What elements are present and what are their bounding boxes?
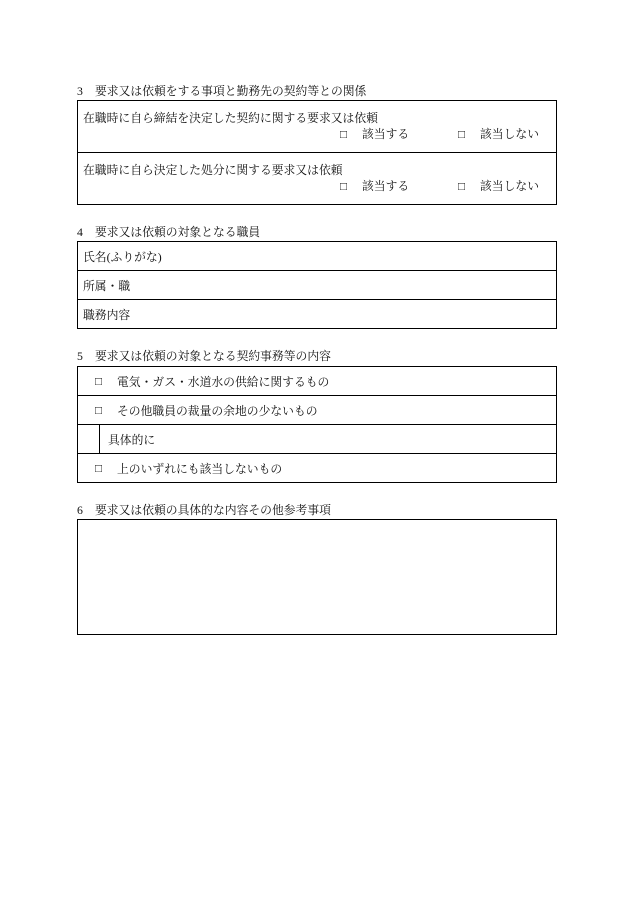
option-checkbox[interactable]: □ — [95, 460, 103, 475]
option-label: 電気・ガス・水道水の供給に関するもの — [117, 374, 330, 389]
section-title: 要求又は依頼の具体的な内容その他参考事項 — [95, 503, 331, 517]
details-textarea[interactable] — [77, 519, 557, 635]
option-none — [78, 454, 556, 482]
option-checkbox[interactable]: □ — [95, 402, 103, 417]
contract-content-table — [77, 366, 557, 483]
applicable-checkbox[interactable]: □ — [340, 179, 348, 193]
applicable-label: 該当する — [362, 179, 410, 193]
section-6-heading — [77, 503, 557, 517]
target-staff-table — [77, 241, 557, 329]
specific-label: 具体的に — [108, 432, 156, 447]
not-applicable-checkbox[interactable]: □ — [458, 179, 466, 193]
specific-details-field[interactable] — [78, 425, 556, 454]
section-3-heading — [77, 84, 557, 98]
option-low-discretion — [78, 396, 556, 425]
not-applicable-checkbox[interactable]: □ — [458, 127, 466, 141]
indent-cell — [78, 425, 100, 453]
section-4-heading — [77, 225, 557, 239]
field-label: 氏名(ふりがな) — [83, 249, 162, 264]
option-label: その他職員の裁量の余地の少ないもの — [117, 403, 318, 418]
option-label: 上のいずれにも該当しないもの — [117, 461, 283, 476]
option-utilities — [78, 367, 556, 396]
name-field[interactable] — [78, 242, 556, 271]
relation-table — [77, 100, 557, 205]
applicable-label: 該当する — [362, 127, 410, 141]
applicable-checkbox[interactable]: □ — [340, 127, 348, 141]
field-label: 職務内容 — [83, 307, 131, 322]
section-number: 5 — [77, 349, 83, 363]
duties-field[interactable] — [78, 300, 556, 328]
section-number: 6 — [77, 503, 83, 517]
question-text: 在職時に自ら決定した処分に関する要求又は依頼 — [83, 163, 343, 177]
option-checkbox[interactable]: □ — [95, 373, 103, 388]
contract-decision-row — [78, 101, 556, 153]
not-applicable-label: 該当しない — [480, 179, 539, 193]
section-title: 要求又は依頼をする事項と勤務先の契約等との関係 — [95, 84, 367, 98]
question-text: 在職時に自ら締結を決定した契約に関する要求又は依頼 — [83, 111, 378, 125]
section-number: 3 — [77, 84, 83, 98]
section-title: 要求又は依頼の対象となる契約事務等の内容 — [95, 349, 331, 363]
section-number: 4 — [77, 225, 83, 239]
field-label: 所属・職 — [83, 278, 131, 293]
affiliation-field[interactable] — [78, 271, 556, 300]
not-applicable-label: 該当しない — [480, 127, 539, 141]
section-5-heading — [77, 349, 557, 363]
disposition-decision-row — [78, 153, 556, 204]
section-title: 要求又は依頼の対象となる職員 — [95, 225, 261, 239]
